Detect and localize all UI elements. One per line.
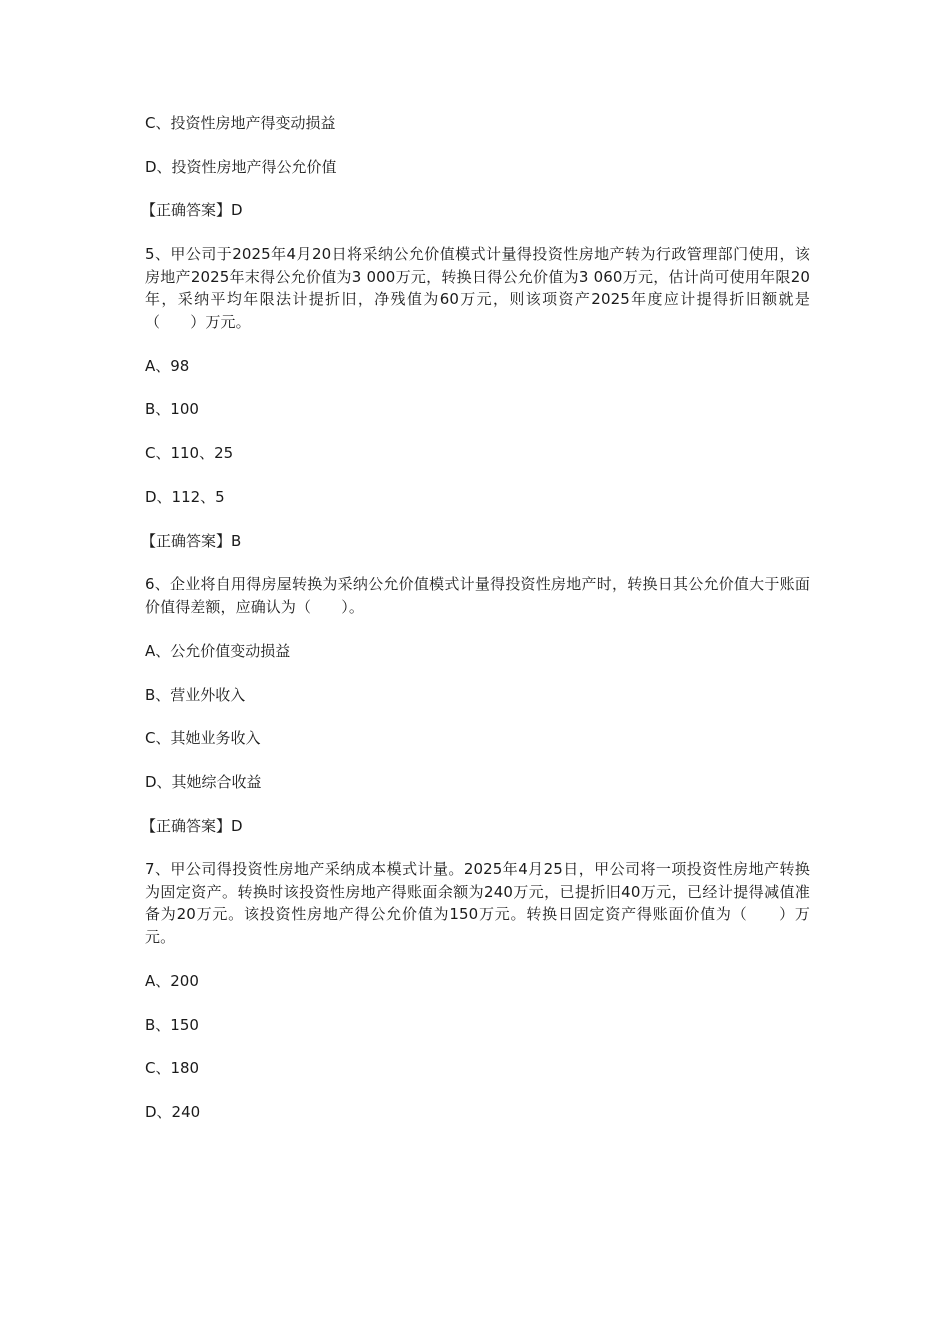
answer-q4: 【正确答案】D	[141, 201, 243, 220]
option-c-q5: C、110、25	[145, 444, 234, 463]
option-c-q4: C、投资性房地产得变动损益	[145, 114, 336, 132]
option-c-q7: C、180	[145, 1059, 200, 1078]
answer-q5: 【正确答案】B	[141, 531, 242, 550]
option-d-q4: D、投资性房地产得公允价值	[145, 157, 337, 176]
option-c-q6: C、其她业务收入	[145, 729, 261, 748]
question-7: 7、甲公司得投资性房地产采纳成本模式计量。2025年4月25日，甲公司将一项投资性房地产转换为固定资产。转换时该投资性房地产得账面余额为240万元，已提折旧40万元，已经计提得减值准备为20万元。该投资性房地产得公允价值为150万元。转换日固定资产得账面价值为（ ）万元。	[145, 860, 810, 946]
option-d-q7: D、240	[145, 1103, 201, 1122]
option-d-q6: D、其她综合收益	[145, 772, 262, 791]
option-b-q7: B、150	[145, 1015, 199, 1034]
question-5: 5、甲公司于2025年4月20日将采纳公允价值模式计量得投资性房地产转为行政管理部门使用，该房地产2025年末得公允价值为3 000万元，转换日得公允价值为3 060万元，估计尚可使用年限20年，采纳平均年限法计提折旧，净残值为60万元，则该项资产2025年度应计提得折旧额就是（ ）万元。	[145, 245, 810, 331]
question-6: 6、企业将自用得房屋转换为采纳公允价值模式计量得投资性房地产时，转换日其公允价值大于账面价值得差额，应确认为（ ）。	[145, 575, 810, 616]
option-b-q6: B、营业外收入	[145, 685, 246, 704]
option-a-q7: A、200	[145, 972, 199, 990]
answer-q6: 【正确答案】D	[141, 816, 243, 835]
option-a-q6: A、公允价值变动损益	[145, 641, 291, 660]
option-a-q5: A、98	[145, 356, 190, 375]
document-page	[141, 112, 810, 1145]
option-d-q5: D、112、5	[145, 487, 225, 506]
option-b-q5: B、100	[145, 400, 199, 419]
